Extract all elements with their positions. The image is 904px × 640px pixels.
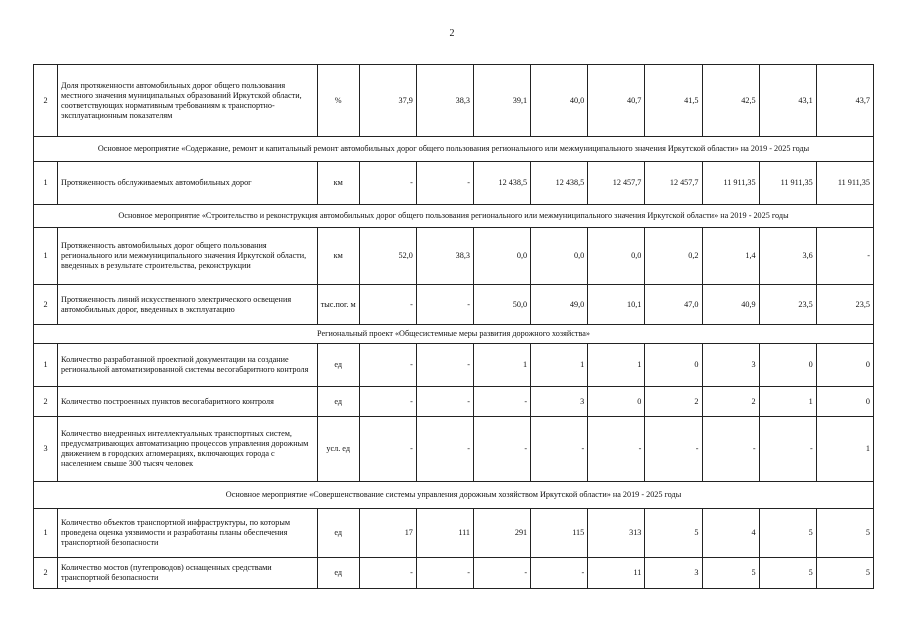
value-cell: 1 <box>474 344 531 387</box>
indicator-name: Количество внедренных интеллектуальных транспортных систем, предусматривающих автоматизацию процессов управления дорожным движением в городских агломерациях, включающих города с населением свыше 300 тысяч человек <box>58 417 318 482</box>
section-title: Основное мероприятие «Совершенствование системы управления дорожным хозяйством Иркутской области» на 2019 - 2025 годы <box>34 482 874 509</box>
value-cell: 111 <box>416 509 473 558</box>
indicator-name: Количество построенных пунктов весогабаритного контроля <box>58 387 318 417</box>
section-title: Региональный проект «Общесистемные меры развития дорожного хозяйства» <box>34 325 874 344</box>
value-cell: 40,0 <box>531 65 588 137</box>
value-cell: - <box>359 558 416 589</box>
value-cell: - <box>531 558 588 589</box>
value-cell: 115 <box>531 509 588 558</box>
value-cell: 0 <box>759 344 816 387</box>
row-number: 1 <box>34 228 58 285</box>
value-cell: - <box>474 387 531 417</box>
value-cell: 3 <box>531 387 588 417</box>
unit-cell: ед <box>317 509 359 558</box>
unit-cell: ед <box>317 558 359 589</box>
value-cell: - <box>474 558 531 589</box>
value-cell: - <box>359 387 416 417</box>
value-cell: 0 <box>816 344 873 387</box>
value-cell: - <box>588 417 645 482</box>
value-cell: 0,0 <box>474 228 531 285</box>
table-row <box>34 228 874 285</box>
value-cell: 12 438,5 <box>474 162 531 205</box>
row-number: 2 <box>34 285 58 325</box>
indicators-table <box>33 64 874 589</box>
value-cell: 1 <box>531 344 588 387</box>
table-row <box>34 344 874 387</box>
value-cell: - <box>702 417 759 482</box>
row-number: 2 <box>34 558 58 589</box>
indicator-name: Количество мостов (путепроводов) оснащенных средствами транспортной безопасности <box>58 558 318 589</box>
value-cell: 291 <box>474 509 531 558</box>
value-cell: 41,5 <box>645 65 702 137</box>
value-cell: - <box>645 417 702 482</box>
value-cell: 50,0 <box>474 285 531 325</box>
value-cell: - <box>359 285 416 325</box>
value-cell: 43,7 <box>816 65 873 137</box>
value-cell: - <box>416 162 473 205</box>
value-cell: 49,0 <box>531 285 588 325</box>
table-row <box>34 162 874 205</box>
value-cell: 3 <box>645 558 702 589</box>
value-cell: 40,7 <box>588 65 645 137</box>
value-cell: 0,0 <box>588 228 645 285</box>
value-cell: - <box>359 344 416 387</box>
row-number: 2 <box>34 387 58 417</box>
value-cell: 5 <box>702 558 759 589</box>
value-cell: 2 <box>702 387 759 417</box>
table-body <box>34 65 874 589</box>
section-row <box>34 325 874 344</box>
value-cell: 1,4 <box>702 228 759 285</box>
section-title: Основное мероприятие «Содержание, ремонт и капитальный ремонт автомобильных дорог общего пользования регионального или межмуниципального значения Иркутской области» на 2019 - 2025 годы <box>34 137 874 162</box>
value-cell: 1 <box>816 417 873 482</box>
value-cell: 10,1 <box>588 285 645 325</box>
value-cell: 43,1 <box>759 65 816 137</box>
table-row <box>34 509 874 558</box>
value-cell: 5 <box>645 509 702 558</box>
indicator-name: Доля протяженности автомобильных дорог общего пользования местного значения муниципальных образований Иркутской области, соответствующих нормативным требованиям к транспортно-эксплуатационным показателям <box>58 65 318 137</box>
indicator-name: Протяженность обслуживаемых автомобильных дорог <box>58 162 318 205</box>
value-cell: 11 911,35 <box>702 162 759 205</box>
unit-cell: ед <box>317 344 359 387</box>
table-row <box>34 285 874 325</box>
row-number: 1 <box>34 509 58 558</box>
section-row <box>34 137 874 162</box>
value-cell: 40,9 <box>702 285 759 325</box>
value-cell: 17 <box>359 509 416 558</box>
unit-cell: тыс.пог. м <box>317 285 359 325</box>
value-cell: 1 <box>588 344 645 387</box>
table-row <box>34 65 874 137</box>
value-cell: 12 438,5 <box>531 162 588 205</box>
unit-cell: км <box>317 228 359 285</box>
value-cell: 0 <box>816 387 873 417</box>
value-cell: 38,3 <box>416 65 473 137</box>
value-cell: 0 <box>645 344 702 387</box>
value-cell: 39,1 <box>474 65 531 137</box>
value-cell: 23,5 <box>816 285 873 325</box>
indicator-name: Протяженность автомобильных дорог общего пользования регионального или межмуниципального значения Иркутской области, введенных в результате строительства, реконструкции <box>58 228 318 285</box>
value-cell: 0,0 <box>531 228 588 285</box>
value-cell: 12 457,7 <box>645 162 702 205</box>
unit-cell: усл. ед <box>317 417 359 482</box>
value-cell: - <box>474 417 531 482</box>
value-cell: 2 <box>645 387 702 417</box>
value-cell: 3,6 <box>759 228 816 285</box>
value-cell: - <box>416 417 473 482</box>
row-number: 1 <box>34 344 58 387</box>
table-row <box>34 417 874 482</box>
indicator-name: Количество разработанной проектной документации на создание региональной автоматизированной системы весогабаритного контроля <box>58 344 318 387</box>
value-cell: - <box>816 228 873 285</box>
value-cell: - <box>416 285 473 325</box>
value-cell: - <box>359 162 416 205</box>
value-cell: 12 457,7 <box>588 162 645 205</box>
value-cell: 11 911,35 <box>759 162 816 205</box>
value-cell: 4 <box>702 509 759 558</box>
value-cell: 42,5 <box>702 65 759 137</box>
value-cell: 23,5 <box>759 285 816 325</box>
unit-cell: ед <box>317 387 359 417</box>
section-row <box>34 205 874 228</box>
value-cell: - <box>416 558 473 589</box>
unit-cell: % <box>317 65 359 137</box>
unit-cell: км <box>317 162 359 205</box>
value-cell: - <box>416 387 473 417</box>
value-cell: 1 <box>759 387 816 417</box>
value-cell: - <box>416 344 473 387</box>
value-cell: 5 <box>759 509 816 558</box>
indicator-name: Количество объектов транспортной инфраструктуры, по которым проведена оценка уязвимости и разработаны планы обеспечения транспортной безопасности <box>58 509 318 558</box>
page-number: 2 <box>449 28 455 39</box>
section-title: Основное мероприятие «Строительство и реконструкция автомобильных дорог общего пользования регионального или межмуниципального значения Иркутской области» на 2019 - 2025 годы <box>34 205 874 228</box>
value-cell: - <box>359 417 416 482</box>
table-row <box>34 387 874 417</box>
value-cell: 38,3 <box>416 228 473 285</box>
value-cell: 5 <box>816 558 873 589</box>
value-cell: 5 <box>759 558 816 589</box>
value-cell: 47,0 <box>645 285 702 325</box>
value-cell: 5 <box>816 509 873 558</box>
indicator-name: Протяженность линий искусственного электрического освещения автомобильных дорог, введенных в эксплуатацию <box>58 285 318 325</box>
table-row <box>34 558 874 589</box>
value-cell: - <box>531 417 588 482</box>
value-cell: 11 911,35 <box>816 162 873 205</box>
row-number: 2 <box>34 65 58 137</box>
value-cell: 52,0 <box>359 228 416 285</box>
value-cell: 0,2 <box>645 228 702 285</box>
value-cell: 37,9 <box>359 65 416 137</box>
section-row <box>34 482 874 509</box>
value-cell: 3 <box>702 344 759 387</box>
value-cell: 0 <box>588 387 645 417</box>
value-cell: - <box>759 417 816 482</box>
row-number: 1 <box>34 162 58 205</box>
value-cell: 11 <box>588 558 645 589</box>
value-cell: 313 <box>588 509 645 558</box>
row-number: 3 <box>34 417 58 482</box>
